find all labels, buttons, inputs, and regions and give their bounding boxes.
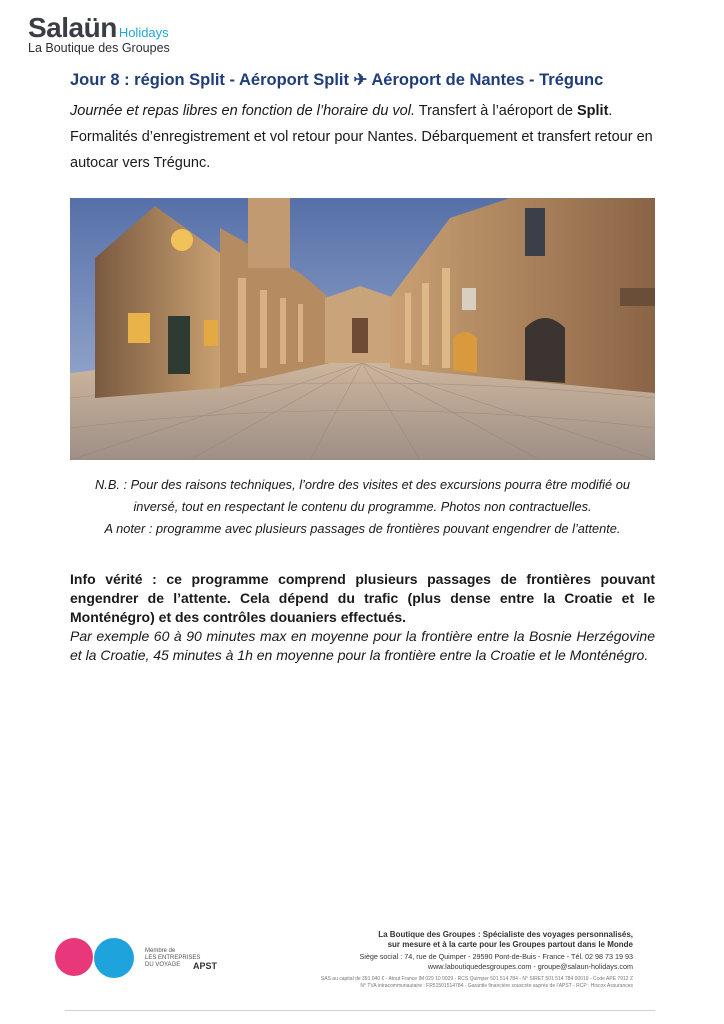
intro-bold-city: Split <box>576 103 609 119</box>
split-peristyle-photo <box>70 198 655 460</box>
info-bold-text: Info vérité : ce programme comprend plusieurs passages de frontières pouvant engendrer de l’attente. Cela dépend du trafic (plus dense entre la Croatie et le Monténégro) et des contrôles douaniers effectués. <box>70 571 655 625</box>
footer-website: www.laboutiquedesgroupes.com - groupe@salaun-holidays.com <box>427 962 633 971</box>
logo-brand: Salaün <box>28 12 117 43</box>
footer-address: Siège social : 74, rue de Quimper - 29590 Pont-de-Buis - France - Tél. 02 98 73 19 93 <box>359 952 633 961</box>
day-description <box>70 98 670 176</box>
page-footer <box>65 928 655 1011</box>
apst-logo: APST <box>193 961 218 971</box>
footer-legal-2: N° TVA intracommunautaire : FR51501514784 - Garantie financière souscrite auprès de l’APST - RCP : Hiscox Assurances <box>360 983 633 989</box>
logo-tagline: La Boutique des Groupes <box>28 41 170 55</box>
note-line-1: N.B. : Pour des raisons techniques, l’ordre des visites et des excursions pourra être modifié ou <box>95 477 630 492</box>
footer-legal-1: SAS au capital de 391 040 € - Atout France IM 029 10 0029 - RCS Quimper 501 514 784 - N° SIRET 501 514 784 00019 - Code APE 7912 Z <box>320 976 633 982</box>
intro-text-1: Transfert à l’aéroport de <box>414 103 577 119</box>
note-line-2: inversé, tout en respectant le contenu du programme. Photos non contractuelles. <box>133 499 592 514</box>
footer-legal <box>233 976 633 990</box>
nb-note <box>70 474 655 540</box>
intro-text-2: . Formalités d’enregistrement et vol retour pour Nantes. Débarquement et transfert retour en autocar vers Trégunc. <box>70 103 653 171</box>
info-italic-text: Par exemple 60 à 90 minutes max en moyenne pour la frontière entre la Bosnie Herzégovine et la Croatie, 45 minutes à 1h en moyenne pour la frontière entre la Croatie et le Monténégro. <box>70 628 655 663</box>
company-logo <box>28 12 170 55</box>
note-line-3: A noter : programme avec plusieurs passages de frontières pouvant engendrer de l’attente. <box>104 521 621 536</box>
member-line-3: DU VOYAGE <box>145 962 181 968</box>
footer-heading-1: La Boutique des Groupes : Spécialiste des voyages personnalisés, <box>378 930 633 939</box>
footer-heading <box>313 930 633 950</box>
member-line-2: LES ENTREPRISES <box>145 955 201 961</box>
info-verite <box>70 570 655 665</box>
intro-italic: Journée et repas libres en fonction de l’horaire du vol. <box>70 103 415 119</box>
logo-brand-sub: Holidays <box>118 25 169 40</box>
day-title: Jour 8 : région Split - Aéroport Split ✈ Aéroport de Nantes - Trégunc <box>70 71 604 89</box>
blue-circle-logo <box>94 938 134 978</box>
member-line-1: Membre de <box>145 948 176 954</box>
pink-circle-logo <box>55 938 93 976</box>
footer-heading-2: sur mesure et à la carte pour les Groupes partout dans le Monde <box>387 940 633 949</box>
